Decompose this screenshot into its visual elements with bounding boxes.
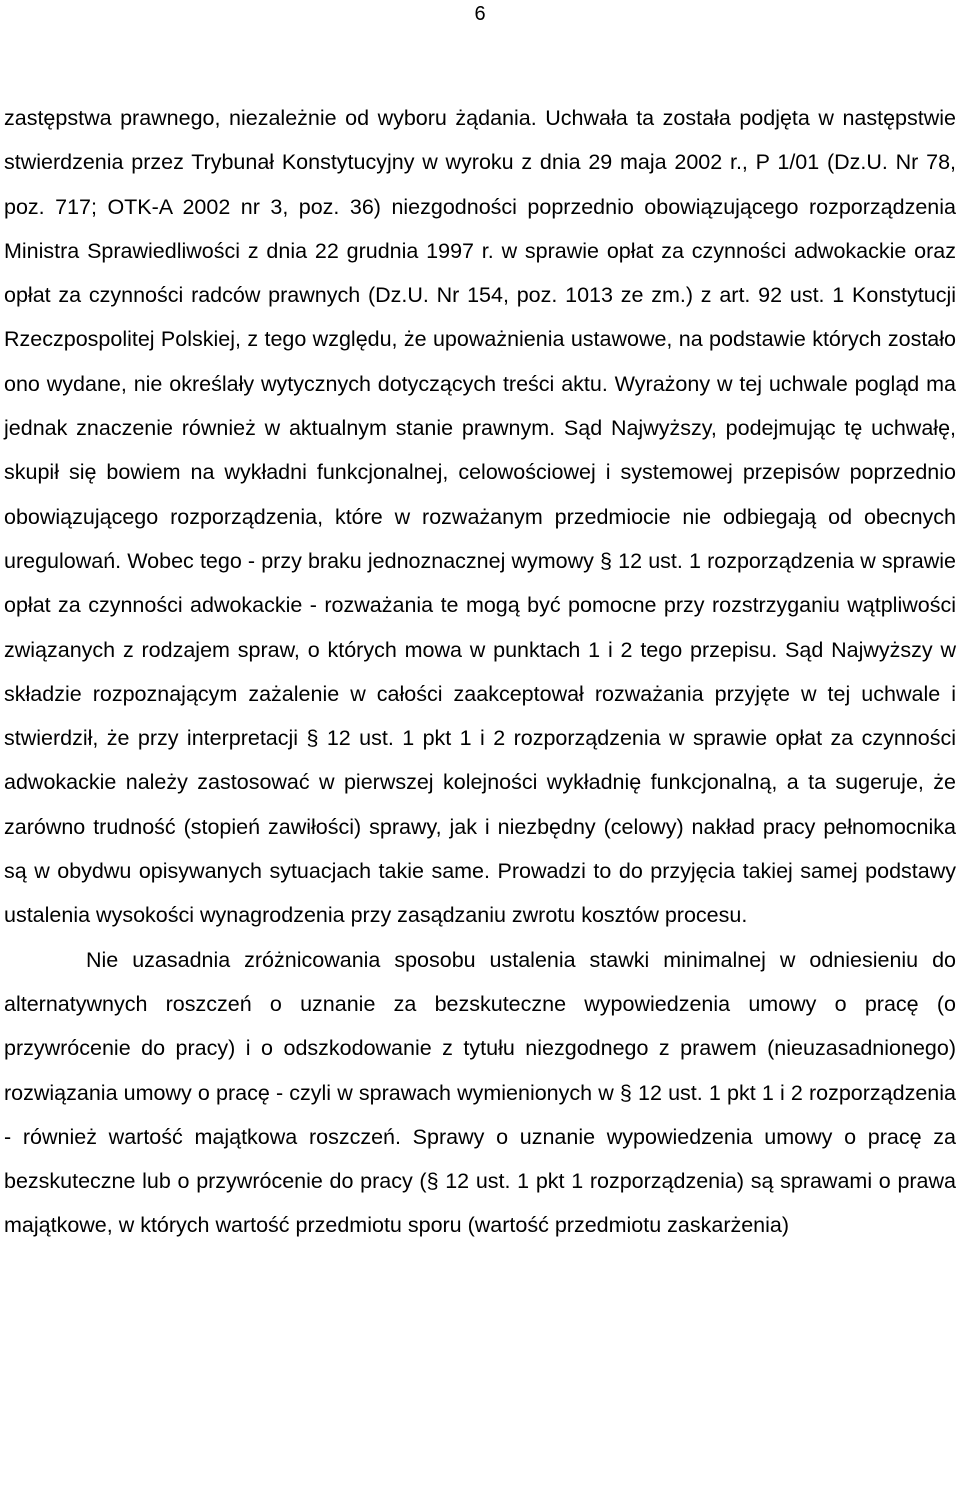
paragraph-continuation: zastępstwa prawnego, niezależnie od wyboru żądania. Uchwała ta została podjęta w następstwie stwierdzenia przez Trybunał Konstytucyjny w wyroku z dnia 29 maja 2002 r., P 1/01 (Dz.U. Nr 78, poz. 717; OTK-A 2002 nr 3, poz. 36) niezgodności poprzednio obowiązującego rozporządzenia Ministra Sprawiedliwości z dnia 22 grudnia 1997 r. w sprawie opłat za czynności adwokackie oraz opłat za czynności radców prawnych (Dz.U. Nr 154, poz. 1013 ze zm.) z art. 92 ust. 1 Konstytucji Rzeczpospolitej Polskiej, z tego względu, że upoważnienia ustawowe, na podstawie których zostało ono wydane, nie określały wytycznych dotyczących treści aktu. Wyrażony w tej uchwale pogląd ma jednak znaczenie również w aktualnym stanie prawnym. Sąd Najwyższy, podejmując tę uchwałę, skupił się bowiem na wykładni funkcjonalnej, celowościowej i systemowej przepisów poprzednio obowiązującego rozporządzenia, które w rozważanym przedmiocie nie odbiegają od obecnych uregulowań. Wobec tego - przy braku jednoznacznej wymowy § 12 ust. 1 rozporządzenia w sprawie opłat za czynności adwokackie - rozważania te mogą być pomocne przy rozstrzyganiu wątpliwości związanych z rodzajem spraw, o których mowa w punktach 1 i 2 tego przepisu. Sąd Najwyższy w składzie rozpoznającym zażalenie w całości zaakceptował rozważania przyjęte w tej uchwale i stwierdził, że przy interpretacji § 12 ust. 1 pkt 1 i 2 rozporządzenia w sprawie opłat za czynności adwokackie należy zastosować w pierwszej kolejności wykładnię funkcjonalną, a ta sugeruje, że zarówno trudność (stopień zawiłości) sprawy, jak i niezbędny (celowy) nakład pracy pełnomocnika są w obydwu opisywanych sytuacjach takie same. Prowadzi to do przyjęcia takiej samej podstawy ustalenia wysokości wynagrodzenia przy zasądzaniu zwrotu kosztów procesu. [4,106,956,928]
page-number: 6 [474,3,486,25]
document-body [4,96,956,1248]
paragraph-new: Nie uzasadnia zróżnicowania sposobu ustalenia stawki minimalnej w odniesieniu do alternatywnych roszczeń o uznanie za bezskuteczne wypowiedzenia umowy o pracę (o przywrócenie do pracy) i o odszkodowanie z tytułu niezgodnego z prawem (nieuzasadnionego) rozwiązania umowy o pracę - czyli w sprawach wymienionych w § 12 ust. 1 pkt 1 i 2 rozporządzenia - również wartość majątkowa roszczeń. Sprawy o uznanie wypowiedzenia umowy o pracę za bezskuteczne lub o przywrócenie do pracy (§ 12 ust. 1 pkt 1 rozporządzenia) są sprawami o prawa majątkowe, w których wartość przedmiotu sporu (wartość przedmiotu zaskarżenia) [4,947,956,1238]
